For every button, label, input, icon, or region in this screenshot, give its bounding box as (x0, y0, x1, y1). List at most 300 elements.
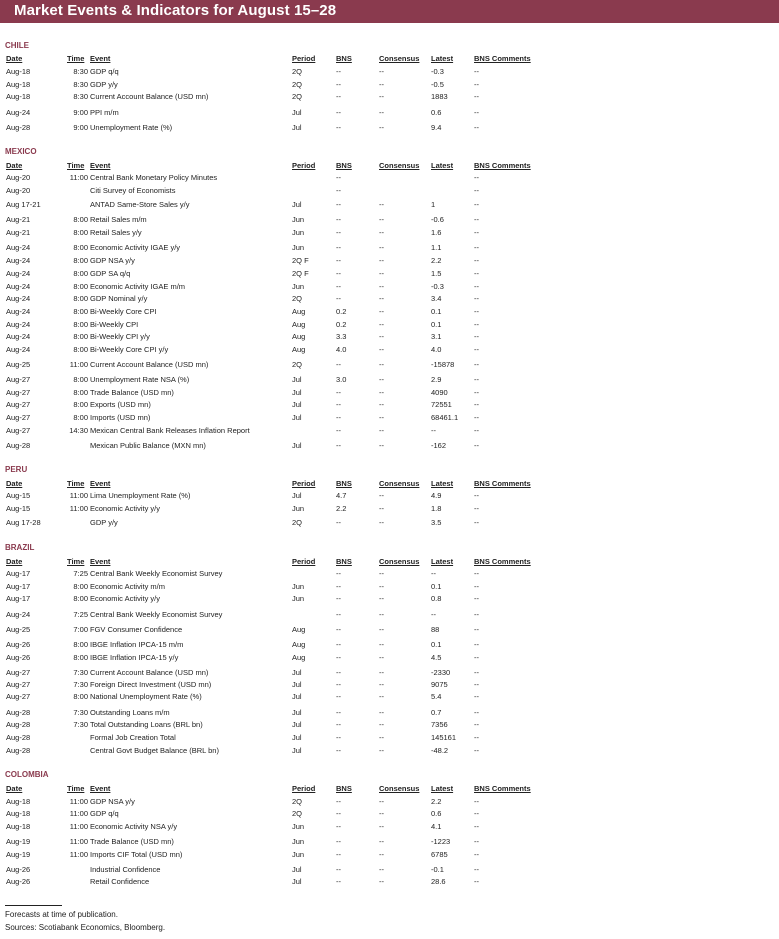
cell-period: Aug (292, 320, 306, 329)
cell-bns: -- (336, 388, 341, 397)
cell-comments: -- (474, 345, 479, 354)
cell-bns: -- (336, 441, 341, 450)
cell-latest: -0.3 (431, 67, 444, 76)
cell-latest: 4090 (431, 388, 448, 397)
cell-bns: -- (336, 668, 341, 677)
header-comments: BNS Comments (474, 161, 531, 170)
cell-time: 8:30 (73, 67, 88, 76)
table-row (0, 667, 779, 678)
cell-period: Jul (292, 877, 302, 886)
cell-time: 11:00 (69, 360, 88, 369)
cell-consensus: -- (379, 625, 384, 634)
cell-time: 11:00 (69, 809, 88, 818)
cell-bns: -- (336, 269, 341, 278)
table-row (0, 808, 779, 819)
cell-comments: -- (474, 282, 479, 291)
cell-time: 8:00 (73, 269, 88, 278)
cell-date: Aug-28 (6, 746, 31, 755)
table-row (0, 517, 779, 528)
cell-time: 7:30 (73, 668, 88, 677)
cell-date: Aug-28 (6, 733, 31, 742)
header-period: Period (292, 54, 316, 63)
cell-date: Aug-24 (6, 256, 31, 265)
cell-period: 2Q (292, 518, 303, 527)
cell-consensus: -- (379, 332, 384, 341)
cell-date: Aug-18 (6, 797, 31, 806)
table-row (0, 691, 779, 702)
cell-latest: 4.9 (431, 491, 442, 500)
cell-consensus: -- (379, 345, 384, 354)
header-latest: Latest (431, 557, 454, 566)
cell-comments: -- (474, 332, 479, 341)
column-header-row (0, 160, 779, 171)
cell-date: Aug-21 (6, 228, 31, 237)
cell-bns: -- (336, 92, 341, 101)
cell-bns: -- (336, 186, 341, 195)
cell-comments: -- (474, 243, 479, 252)
cell-time: 11:00 (69, 850, 88, 859)
cell-time: 8:00 (73, 594, 88, 603)
cell-latest: 4.5 (431, 653, 442, 662)
cell-latest: 0.1 (431, 640, 442, 649)
cell-event: National Unemployment Rate (%) (90, 692, 202, 701)
cell-date: Aug-26 (6, 877, 31, 886)
cell-comments: -- (474, 256, 479, 265)
cell-bns: -- (336, 282, 341, 291)
cell-bns: -- (336, 865, 341, 874)
cell-date: Aug-27 (6, 413, 31, 422)
header-consensus: Consensus (379, 784, 420, 793)
cell-bns: -- (336, 720, 341, 729)
cell-comments: -- (474, 491, 479, 500)
table-row (0, 214, 779, 225)
table-row (0, 344, 779, 355)
cell-latest: -48.2 (431, 746, 449, 755)
header-consensus: Consensus (379, 161, 420, 170)
cell-time: 9:00 (73, 108, 88, 117)
cell-comments: -- (474, 92, 479, 101)
section-title-mexico: MEXICO (5, 147, 37, 156)
cell-time: 8:00 (73, 243, 88, 252)
cell-latest: 145161 (431, 733, 457, 742)
cell-date: Aug-19 (6, 837, 31, 846)
table-row (0, 399, 779, 410)
cell-time: 7:00 (73, 625, 88, 634)
cell-latest: 1.6 (431, 228, 442, 237)
header-event: Event (90, 54, 111, 63)
cell-period: Jul (292, 746, 302, 755)
cell-consensus: -- (379, 80, 384, 89)
cell-consensus: -- (379, 92, 384, 101)
table-row (0, 503, 779, 514)
table-row (0, 568, 779, 579)
cell-date: Aug-24 (6, 307, 31, 316)
title-banner (0, 0, 779, 23)
cell-bns: -- (336, 733, 341, 742)
cell-comments: -- (474, 294, 479, 303)
cell-consensus: -- (379, 441, 384, 450)
header-consensus: Consensus (379, 479, 420, 488)
cell-event: Trade Balance (USD mn) (90, 837, 174, 846)
cell-latest: 0.7 (431, 708, 442, 717)
cell-comments: -- (474, 668, 479, 677)
cell-comments: -- (474, 797, 479, 806)
cell-latest: -2330 (431, 668, 451, 677)
cell-comments: -- (474, 625, 479, 634)
cell-bns: -- (336, 67, 341, 76)
cell-comments: -- (474, 388, 479, 397)
cell-latest: 1.8 (431, 504, 442, 513)
cell-latest: -0.6 (431, 215, 444, 224)
cell-bns: -- (336, 610, 341, 619)
cell-consensus: -- (379, 865, 384, 874)
cell-event: Foreign Direct Investment (USD mn) (90, 680, 212, 689)
cell-bns: 2.2 (336, 504, 347, 513)
table-row (0, 593, 779, 604)
cell-comments: -- (474, 640, 479, 649)
cell-event: Imports (USD mn) (90, 413, 151, 422)
cell-period: Aug (292, 640, 306, 649)
cell-latest: 3.4 (431, 294, 442, 303)
cell-event: IBGE Inflation IPCA-15 m/m (90, 640, 184, 649)
cell-period: Jul (292, 375, 302, 384)
cell-latest: 72551 (431, 400, 452, 409)
cell-comments: -- (474, 67, 479, 76)
cell-comments: -- (474, 809, 479, 818)
footnote-forecasts: Forecasts at time of publication. (5, 910, 118, 919)
cell-date: Aug-17 (6, 569, 31, 578)
cell-time: 8:00 (73, 307, 88, 316)
cell-bns: -- (336, 809, 341, 818)
table-row (0, 624, 779, 635)
table-row (0, 242, 779, 253)
cell-bns: -- (336, 822, 341, 831)
cell-period: 2Q (292, 797, 303, 806)
cell-latest: 4.1 (431, 822, 442, 831)
cell-date: Aug-24 (6, 108, 31, 117)
header-date: Date (6, 784, 23, 793)
cell-consensus: -- (379, 692, 384, 701)
cell-event: Economic Activity IGAE y/y (90, 243, 181, 252)
cell-consensus: -- (379, 269, 384, 278)
cell-consensus: -- (379, 569, 384, 578)
cell-latest: 2.2 (431, 797, 442, 806)
cell-consensus: -- (379, 200, 384, 209)
cell-period: Jun (292, 822, 305, 831)
cell-bns: -- (336, 243, 341, 252)
cell-latest: -- (431, 610, 436, 619)
cell-time: 8:00 (73, 375, 88, 384)
cell-consensus: -- (379, 67, 384, 76)
cell-event: GDP y/y (90, 518, 118, 527)
cell-period: Jul (292, 865, 302, 874)
table-row (0, 425, 779, 436)
cell-time: 11:00 (69, 491, 88, 500)
cell-time: 8:00 (73, 692, 88, 701)
cell-comments: -- (474, 865, 479, 874)
cell-period: Jun (292, 243, 305, 252)
cell-consensus: -- (379, 746, 384, 755)
cell-latest: 1883 (431, 92, 448, 101)
cell-comments: -- (474, 877, 479, 886)
cell-date: Aug-26 (6, 640, 31, 649)
table-row (0, 732, 779, 743)
cell-event: Central Govt Budget Balance (BRL bn) (90, 746, 219, 755)
cell-time: 8:30 (73, 92, 88, 101)
cell-latest: 0.1 (431, 307, 442, 316)
table-row (0, 581, 779, 592)
header-event: Event (90, 479, 111, 488)
cell-period: Jul (292, 680, 302, 689)
cell-date: Aug-27 (6, 426, 31, 435)
cell-consensus: -- (379, 809, 384, 818)
cell-consensus: -- (379, 877, 384, 886)
header-latest: Latest (431, 784, 454, 793)
cell-comments: -- (474, 426, 479, 435)
cell-comments: -- (474, 215, 479, 224)
cell-latest: -- (431, 569, 436, 578)
cell-time: 7:25 (73, 610, 88, 619)
table-row (0, 172, 779, 183)
table-row (0, 319, 779, 330)
cell-time: 11:00 (69, 837, 88, 846)
cell-date: Aug-28 (6, 708, 31, 717)
header-bns: BNS (336, 557, 352, 566)
cell-consensus: -- (379, 108, 384, 117)
cell-latest: 0.6 (431, 809, 442, 818)
cell-date: Aug-25 (6, 625, 31, 634)
header-period: Period (292, 161, 316, 170)
cell-bns: -- (336, 653, 341, 662)
cell-comments: -- (474, 569, 479, 578)
cell-time: 8:00 (73, 294, 88, 303)
table-row (0, 281, 779, 292)
table-row (0, 652, 779, 663)
cell-date: Aug-15 (6, 491, 31, 500)
cell-period: 2Q (292, 80, 303, 89)
cell-comments: -- (474, 610, 479, 619)
table-row (0, 836, 779, 847)
cell-consensus: -- (379, 375, 384, 384)
cell-bns: -- (336, 680, 341, 689)
cell-bns: -- (336, 108, 341, 117)
cell-bns: -- (336, 625, 341, 634)
cell-time: 7:30 (73, 708, 88, 717)
cell-latest: -0.3 (431, 282, 444, 291)
cell-bns: -- (336, 640, 341, 649)
cell-consensus: -- (379, 640, 384, 649)
cell-period: Jul (292, 388, 302, 397)
column-header-row (0, 783, 779, 794)
table-row (0, 199, 779, 210)
cell-date: Aug-24 (6, 282, 31, 291)
header-date: Date (6, 557, 23, 566)
cell-time: 8:00 (73, 413, 88, 422)
cell-consensus: -- (379, 360, 384, 369)
cell-event: Bi-Weekly Core CPI (90, 307, 157, 316)
cell-date: Aug-18 (6, 80, 31, 89)
cell-time: 8:00 (73, 256, 88, 265)
cell-date: Aug-25 (6, 360, 31, 369)
header-comments: BNS Comments (474, 54, 531, 63)
cell-latest: 0.8 (431, 594, 442, 603)
cell-comments: -- (474, 504, 479, 513)
table-row (0, 707, 779, 718)
cell-comments: -- (474, 269, 479, 278)
cell-latest: 1.5 (431, 269, 442, 278)
cell-date: Aug-27 (6, 668, 31, 677)
header-bns: BNS (336, 161, 352, 170)
cell-latest: -1223 (431, 837, 451, 846)
cell-latest: 4.0 (431, 345, 442, 354)
cell-event: GDP Nominal y/y (90, 294, 148, 303)
table-row (0, 679, 779, 690)
cell-latest: -15878 (431, 360, 455, 369)
cell-date: Aug-20 (6, 186, 31, 195)
table-row (0, 412, 779, 423)
cell-latest: 0.6 (431, 108, 442, 117)
header-bns: BNS (336, 54, 352, 63)
table-row (0, 864, 779, 875)
cell-event: Lima Unemployment Rate (%) (90, 491, 191, 500)
cell-comments: -- (474, 680, 479, 689)
cell-comments: -- (474, 307, 479, 316)
cell-bns: -- (336, 850, 341, 859)
cell-comments: -- (474, 375, 479, 384)
cell-period: Jun (292, 582, 305, 591)
cell-comments: -- (474, 173, 479, 182)
cell-event: Total Outstanding Loans (BRL bn) (90, 720, 203, 729)
header-time: Time (67, 54, 85, 63)
cell-consensus: -- (379, 294, 384, 303)
cell-time: 8:00 (73, 640, 88, 649)
header-period: Period (292, 557, 316, 566)
cell-consensus: -- (379, 733, 384, 742)
cell-consensus: -- (379, 518, 384, 527)
cell-event: Current Account Balance (USD mn) (90, 668, 209, 677)
cell-event: Retail Sales m/m (90, 215, 147, 224)
cell-date: Aug-27 (6, 692, 31, 701)
cell-bns: 3.0 (336, 375, 347, 384)
cell-time: 8:00 (73, 388, 88, 397)
cell-latest: 0.1 (431, 582, 442, 591)
table-row (0, 359, 779, 370)
cell-comments: -- (474, 692, 479, 701)
cell-event: GDP q/q (90, 67, 119, 76)
cell-date: Aug-27 (6, 375, 31, 384)
cell-time: 8:00 (73, 400, 88, 409)
cell-period: Jun (292, 850, 305, 859)
cell-consensus: -- (379, 680, 384, 689)
cell-latest: 9075 (431, 680, 448, 689)
cell-bns: -- (336, 708, 341, 717)
cell-consensus: -- (379, 307, 384, 316)
cell-comments: -- (474, 123, 479, 132)
header-consensus: Consensus (379, 557, 420, 566)
cell-period: Jun (292, 215, 305, 224)
cell-event: Economic Activity y/y (90, 504, 161, 513)
header-time: Time (67, 479, 85, 488)
cell-bns: -- (336, 877, 341, 886)
cell-date: Aug-18 (6, 822, 31, 831)
cell-comments: -- (474, 594, 479, 603)
table-row (0, 849, 779, 860)
cell-date: Aug-20 (6, 173, 31, 182)
cell-event: Retail Sales y/y (90, 228, 142, 237)
cell-event: GDP NSA y/y (90, 797, 135, 806)
cell-bns: 3.3 (336, 332, 347, 341)
header-latest: Latest (431, 161, 454, 170)
cell-period: Aug (292, 307, 306, 316)
header-date: Date (6, 479, 23, 488)
header-comments: BNS Comments (474, 784, 531, 793)
cell-event: Economic Activity m/m (90, 582, 166, 591)
column-header-row (0, 478, 779, 489)
table-row (0, 255, 779, 266)
cell-comments: -- (474, 200, 479, 209)
cell-event: Retail Confidence (90, 877, 150, 886)
cell-bns: -- (336, 692, 341, 701)
cell-comments: -- (474, 518, 479, 527)
cell-bns: -- (336, 360, 341, 369)
cell-event: Unemployment Rate (%) (90, 123, 173, 132)
cell-period: Jun (292, 228, 305, 237)
cell-bns: -- (336, 746, 341, 755)
cell-consensus: -- (379, 388, 384, 397)
cell-event: GDP q/q (90, 809, 119, 818)
cell-date: Aug-28 (6, 123, 31, 132)
cell-comments: -- (474, 320, 479, 329)
cell-latest: -0.1 (431, 865, 444, 874)
cell-date: Aug-24 (6, 610, 31, 619)
cell-consensus: -- (379, 413, 384, 422)
section-title-peru: PERU (5, 465, 28, 474)
cell-comments: -- (474, 837, 479, 846)
cell-latest: -162 (431, 441, 447, 450)
cell-bns: -- (336, 837, 341, 846)
cell-consensus: -- (379, 708, 384, 717)
cell-event: GDP SA q/q (90, 269, 131, 278)
cell-latest: 5.4 (431, 692, 442, 701)
cell-consensus: -- (379, 320, 384, 329)
cell-latest: 6785 (431, 850, 448, 859)
cell-time: 8:00 (73, 228, 88, 237)
cell-event: Central Bank Monetary Policy Minutes (90, 173, 218, 182)
cell-comments: -- (474, 850, 479, 859)
cell-time: 8:00 (73, 582, 88, 591)
cell-event: GDP y/y (90, 80, 118, 89)
cell-latest: 1 (431, 200, 436, 209)
cell-time: 8:00 (73, 345, 88, 354)
cell-consensus: -- (379, 837, 384, 846)
cell-bns: 0.2 (336, 320, 347, 329)
cell-date: Aug-28 (6, 720, 31, 729)
table-row (0, 387, 779, 398)
table-row (0, 440, 779, 451)
cell-consensus: -- (379, 426, 384, 435)
cell-time: 11:00 (69, 173, 88, 182)
cell-consensus: -- (379, 850, 384, 859)
table-row (0, 331, 779, 342)
table-row (0, 490, 779, 501)
cell-time: 8:00 (73, 320, 88, 329)
cell-time: 7:30 (73, 720, 88, 729)
table-row (0, 91, 779, 102)
table-row (0, 609, 779, 620)
cell-period: Jul (292, 668, 302, 677)
cell-date: Aug-19 (6, 850, 31, 859)
cell-bns: -- (336, 123, 341, 132)
